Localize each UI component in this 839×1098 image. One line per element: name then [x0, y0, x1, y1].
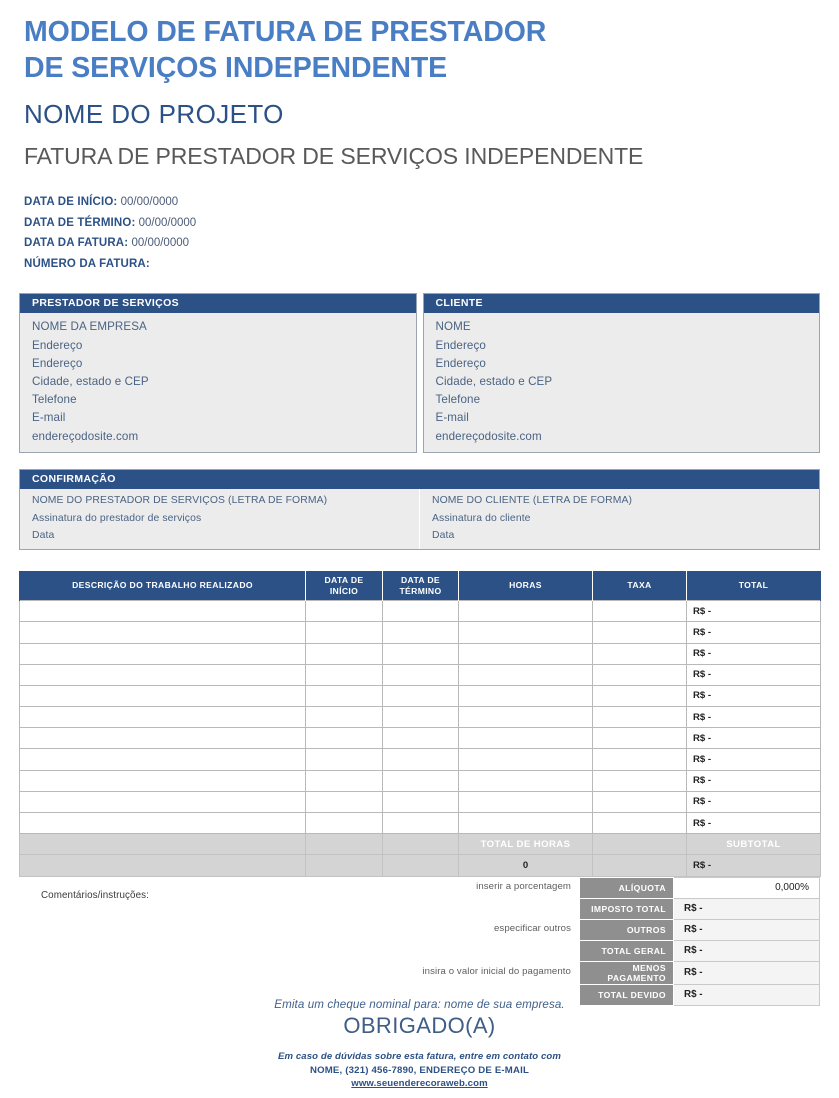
provider-phone[interactable]: Telefone: [32, 393, 77, 407]
cell-hours[interactable]: [459, 749, 593, 770]
totals-label: TOTAL DEVIDO: [580, 984, 674, 1005]
cell-rate[interactable]: [593, 601, 687, 622]
cell-description[interactable]: [20, 643, 306, 664]
check-payable-note: Emita um cheque nominal para: nome de sua empresa.: [274, 998, 565, 1011]
band-spacer-desc: [20, 834, 306, 855]
confirmation-provider-date[interactable]: Data: [32, 530, 55, 542]
cell-description[interactable]: [20, 791, 306, 812]
confirmation-client-date[interactable]: Data: [432, 530, 455, 542]
cell-hours[interactable]: [459, 707, 593, 728]
totals-label: OUTROS: [580, 919, 674, 940]
col-hours: HORAS: [459, 571, 593, 601]
band-spacer-end: [383, 834, 459, 855]
client-box: [423, 293, 821, 452]
cell-start-date[interactable]: [306, 770, 383, 791]
table-row: [20, 749, 821, 770]
totals-label: ALÍQUOTA: [580, 877, 674, 898]
confirmation-provider-name[interactable]: NOME DO PRESTADOR DE SERVIÇOS (LETRA DE FORMA): [32, 494, 328, 506]
cell-description[interactable]: [20, 707, 306, 728]
meta-start-date-label: DATA DE INÍCIO: [24, 195, 114, 208]
cell-total: R$ -: [687, 813, 821, 834]
totals-hint: [408, 940, 580, 961]
totals-row: [408, 961, 820, 984]
band2-spacer-end: [383, 855, 459, 876]
cell-start-date[interactable]: [306, 707, 383, 728]
cell-description[interactable]: [20, 622, 306, 643]
cell-hours[interactable]: [459, 622, 593, 643]
col-total: TOTAL: [687, 571, 821, 601]
cell-end-date[interactable]: [383, 770, 459, 791]
cell-end-date[interactable]: [383, 601, 459, 622]
project-name: NOME DO PROJETO: [24, 98, 284, 129]
total-hours-label: TOTAL DE HORAS: [459, 834, 593, 855]
client-fields: [424, 313, 820, 451]
cell-start-date[interactable]: [306, 601, 383, 622]
cell-end-date[interactable]: [383, 707, 459, 728]
band2-spacer-rate: [593, 855, 687, 876]
client-website[interactable]: endereçodosite.com: [435, 429, 542, 443]
cell-start-date[interactable]: [306, 622, 383, 643]
totals-hint: especificar outros: [494, 923, 571, 935]
cell-start-date[interactable]: [306, 728, 383, 749]
totals-hint: [408, 898, 580, 919]
cell-total: R$ -: [687, 707, 821, 728]
totals-table: [408, 877, 821, 1006]
confirmation-heading: CONFIRMAÇÃO: [20, 470, 819, 489]
client-name[interactable]: NOME: [435, 320, 471, 334]
band-spacer-start: [306, 834, 383, 855]
website-link[interactable]: www.seuenderecoraweb.com: [351, 1078, 488, 1090]
cell-rate[interactable]: [593, 728, 687, 749]
cell-rate[interactable]: [593, 685, 687, 706]
table-row: [20, 707, 821, 728]
cell-end-date[interactable]: [383, 813, 459, 834]
cell-rate[interactable]: [593, 813, 687, 834]
meta-end-date-value[interactable]: 00/00/0000: [138, 216, 197, 229]
contact-line-1: Em caso de dúvidas sobre esta fatura, entre em contato com: [277, 1051, 562, 1062]
totals-band-row: [20, 834, 821, 855]
cell-total: R$ -: [687, 791, 821, 812]
table-row: [20, 664, 821, 685]
totals-label: MENOS PAGAMENTO: [580, 961, 674, 984]
cell-rate[interactable]: [593, 791, 687, 812]
table-row: [20, 791, 821, 812]
cell-description[interactable]: [20, 601, 306, 622]
totals-value[interactable]: R$ -: [674, 984, 820, 1005]
table-row: [20, 685, 821, 706]
table-row: [20, 728, 821, 749]
cell-end-date[interactable]: [383, 622, 459, 643]
totals-label: IMPOSTO TOTAL: [580, 898, 674, 919]
cell-total: R$ -: [687, 728, 821, 749]
cell-rate[interactable]: [593, 707, 687, 728]
band2-spacer-desc: [20, 855, 306, 876]
provider-city-state-zip[interactable]: Cidade, estado e CEP: [32, 374, 149, 388]
page-title-line2: DE SERVIÇOS INDEPENDENTE: [24, 52, 448, 85]
provider-address-2[interactable]: Endereço: [32, 356, 83, 370]
provider-heading: PRESTADOR DE SERVIÇOS: [20, 294, 416, 313]
cell-total: R$ -: [687, 770, 821, 791]
client-address-2[interactable]: Endereço: [435, 356, 486, 370]
totals-value-row: [20, 855, 821, 876]
totals-value[interactable]: 0,000%: [674, 877, 820, 898]
contact-line-2: NOME, (321) 456-7890, ENDEREÇO DE E-MAIL: [309, 1064, 530, 1076]
cell-description[interactable]: [20, 664, 306, 685]
cell-end-date[interactable]: [383, 685, 459, 706]
totals-label: TOTAL GERAL: [580, 940, 674, 961]
cell-rate[interactable]: [593, 622, 687, 643]
totals-row: [408, 919, 820, 940]
cell-total: R$ -: [687, 664, 821, 685]
parties-section: [19, 293, 820, 452]
cell-rate[interactable]: [593, 664, 687, 685]
client-address-1[interactable]: Endereço: [435, 338, 486, 352]
confirmation-body: [20, 489, 819, 549]
cell-total: R$ -: [687, 601, 821, 622]
client-phone[interactable]: Telefone: [435, 393, 481, 407]
invoice-meta: [19, 192, 820, 274]
comments-label[interactable]: Comentários/instruções:: [41, 889, 149, 901]
provider-fields: [20, 313, 416, 451]
band-spacer-rate: [593, 834, 687, 855]
cell-start-date[interactable]: [306, 813, 383, 834]
cell-end-date[interactable]: [383, 791, 459, 812]
cell-total: R$ -: [687, 749, 821, 770]
meta-end-date: DATA DE TÉRMINO: 00/00/0000: [24, 216, 197, 229]
cell-total: R$ -: [687, 622, 821, 643]
cell-hours[interactable]: [459, 664, 593, 685]
subtotal-value: R$ -: [687, 855, 821, 876]
cell-total: R$ -: [687, 685, 821, 706]
confirmation-client-name[interactable]: NOME DO CLIENTE (LETRA DE FORMA): [432, 494, 633, 506]
totals-row: [408, 877, 820, 898]
col-start-date: DATA DE INÍCIO: [306, 571, 383, 601]
confirmation-provider-column: [20, 489, 420, 549]
confirmation-client-column: [420, 489, 819, 549]
meta-start-date: DATA DE INÍCIO: 00/00/0000: [24, 195, 179, 208]
totals-hint: insira o valor inicial do pagamento: [422, 966, 571, 978]
cell-end-date[interactable]: [383, 643, 459, 664]
meta-end-date-label: DATA DE TÉRMINO: [24, 216, 132, 229]
totals-hint: inserir a porcentagem: [476, 881, 571, 893]
cell-description[interactable]: [20, 749, 306, 770]
client-email[interactable]: E-mail: [435, 411, 469, 425]
cell-start-date[interactable]: [306, 749, 383, 770]
cell-start-date[interactable]: [306, 685, 383, 706]
confirmation-client-signature[interactable]: Assinatura do cliente: [432, 512, 531, 524]
totals-row: [408, 940, 820, 961]
cell-total: R$ -: [687, 643, 821, 664]
cell-rate[interactable]: [593, 749, 687, 770]
cell-hours[interactable]: [459, 770, 593, 791]
meta-invoice-date: DATA DA FATURA: 00/00/0000: [24, 237, 190, 250]
cell-hours[interactable]: [459, 601, 593, 622]
provider-email[interactable]: E-mail: [32, 411, 66, 425]
totals-value[interactable]: R$ -: [674, 961, 820, 984]
table-row: [20, 643, 821, 664]
cell-hours[interactable]: [459, 728, 593, 749]
meta-invoice-number: NÚMERO DA FATURA:: [24, 257, 150, 270]
cell-hours[interactable]: [459, 685, 593, 706]
cell-start-date[interactable]: [306, 643, 383, 664]
cell-rate[interactable]: [593, 770, 687, 791]
totals-value[interactable]: R$ -: [674, 919, 820, 940]
document-footer: [0, 998, 839, 1089]
table-row: [20, 601, 821, 622]
provider-company[interactable]: NOME DA EMPRESA: [32, 320, 147, 334]
table-header-row: [20, 571, 821, 601]
cell-rate[interactable]: [593, 643, 687, 664]
cell-end-date[interactable]: [383, 749, 459, 770]
cell-hours[interactable]: [459, 813, 593, 834]
total-hours-value: 0: [459, 855, 593, 876]
cell-description[interactable]: [20, 770, 306, 791]
table-row: [20, 622, 821, 643]
page-title-line1: MODELO DE FATURA DE PRESTADOR: [24, 16, 547, 48]
contact-note: [0, 1050, 839, 1077]
cell-end-date[interactable]: [383, 664, 459, 685]
page-title: [19, 0, 820, 87]
cell-description[interactable]: [20, 813, 306, 834]
cell-start-date[interactable]: [306, 664, 383, 685]
provider-website[interactable]: endereçodosite.com: [32, 429, 139, 443]
confirmation-provider-signature[interactable]: Assinatura do prestador de serviços: [32, 512, 202, 524]
totals-row: [408, 898, 820, 919]
cell-description[interactable]: [20, 685, 306, 706]
cell-description[interactable]: [20, 728, 306, 749]
meta-start-date-value[interactable]: 00/00/0000: [120, 195, 179, 208]
line-items-body: [20, 601, 821, 834]
client-heading: CLIENTE: [424, 294, 820, 313]
table-row: [20, 813, 821, 834]
client-city-state-zip[interactable]: Cidade, estado e CEP: [435, 374, 553, 388]
cell-hours[interactable]: [459, 791, 593, 812]
document-subtitle: FATURA DE PRESTADOR DE SERVIÇOS INDEPENDENTE: [24, 142, 644, 169]
totals-value[interactable]: R$ -: [674, 898, 820, 919]
col-rate: TAXA: [593, 571, 687, 601]
confirmation-box: [19, 469, 820, 550]
line-items-table: [19, 571, 821, 876]
thank-you-text: OBRIGADO(A): [343, 1013, 496, 1038]
table-row: [20, 770, 821, 791]
cell-start-date[interactable]: [306, 791, 383, 812]
col-description: DESCRIÇÃO DO TRABALHO REALIZADO: [20, 571, 306, 601]
cell-end-date[interactable]: [383, 728, 459, 749]
provider-address-1[interactable]: Endereço: [32, 338, 83, 352]
col-end-date: DATA DE TÉRMINO: [383, 571, 459, 601]
totals-value[interactable]: R$ -: [674, 940, 820, 961]
provider-box: [19, 293, 417, 452]
band2-spacer-start: [306, 855, 383, 876]
meta-invoice-number-label: NÚMERO DA FATURA: [24, 257, 146, 270]
subtotal-label: SUBTOTAL: [687, 834, 821, 855]
meta-invoice-date-label: DATA DA FATURA: [24, 237, 125, 250]
meta-invoice-date-value[interactable]: 00/00/0000: [131, 237, 190, 250]
cell-hours[interactable]: [459, 643, 593, 664]
